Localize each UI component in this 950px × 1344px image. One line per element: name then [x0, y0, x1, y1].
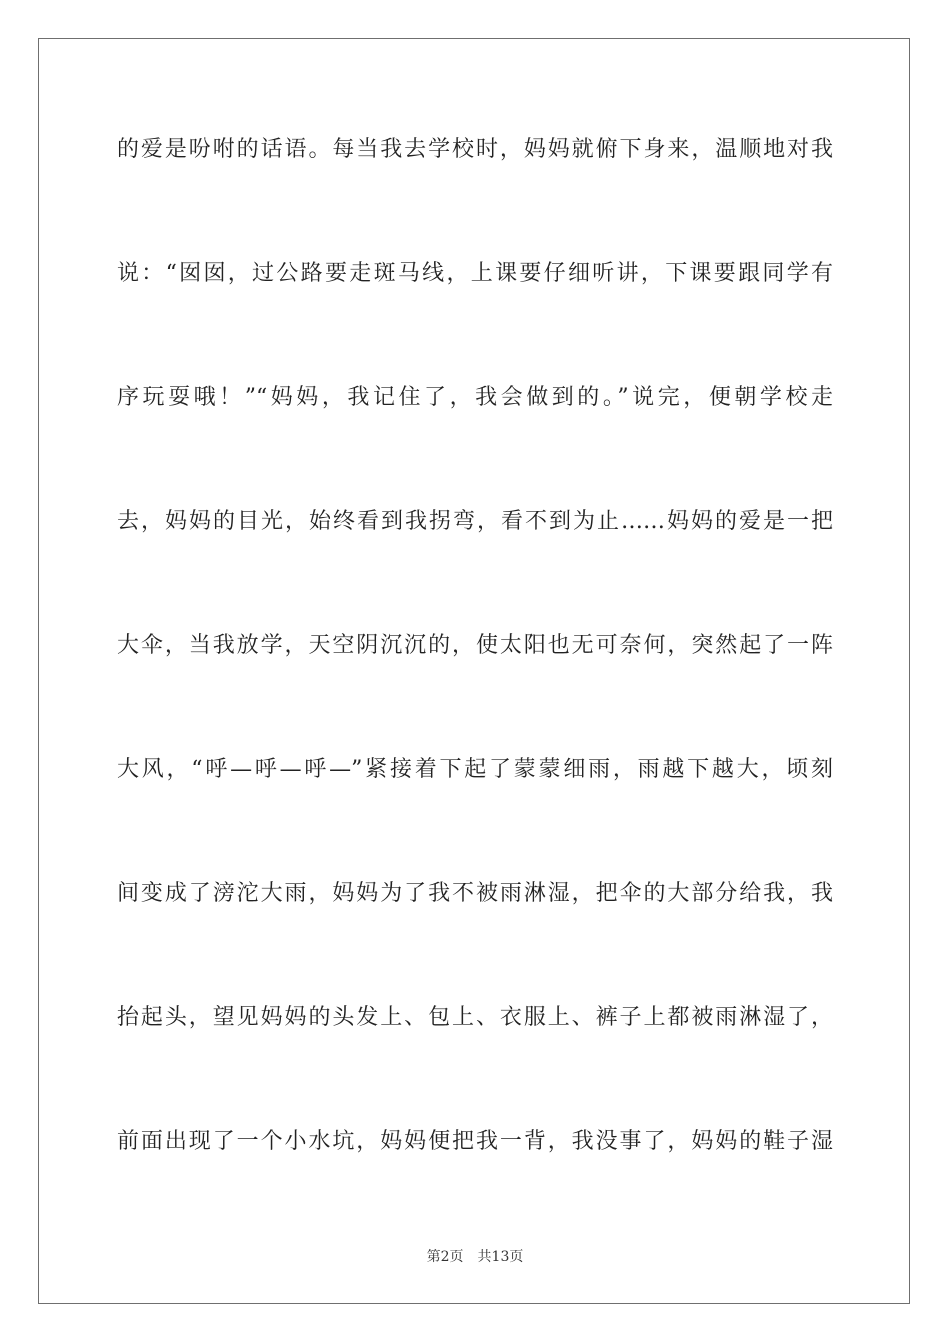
text-line-7: 间变成了滂沱大雨，妈妈为了我不被雨淋湿，把伞的大部分给我，我: [117, 881, 833, 906]
text-line-6: 大风，“呼—呼—呼—”紧接着下起了蒙蒙细雨，雨越下越大，顷刻: [117, 757, 833, 782]
page-number-footer: 第2页 共13页: [426, 1249, 524, 1265]
text-line-2: 说：“囡囡，过公路要走斑马线，上课要仔细听讲，下课要跟同学有: [117, 261, 833, 286]
text-line-8: 抬起头，望见妈妈的头发上、包上、衣服上、裤子上都被雨淋湿了，: [117, 1005, 833, 1030]
text-line-9: 前面出现了一个小水坑，妈妈便把我一背，我没事了，妈妈的鞋子湿: [117, 1129, 833, 1154]
body-text: [117, 128, 833, 1244]
text-line-3: 序玩耍哦！”“妈妈，我记住了，我会做到的。”说完，便朝学校走: [117, 385, 833, 410]
text-line-5: 大伞，当我放学，天空阴沉沉的，使太阳也无可奈何，突然起了一阵: [117, 633, 833, 658]
text-line-4: 去，妈妈的目光，始终看到我拐弯，看不到为止……妈妈的爱是一把: [117, 509, 833, 534]
text-line-1: 的爱是吩咐的话语。每当我去学校时，妈妈就俯下身来，温顺地对我: [117, 137, 833, 162]
